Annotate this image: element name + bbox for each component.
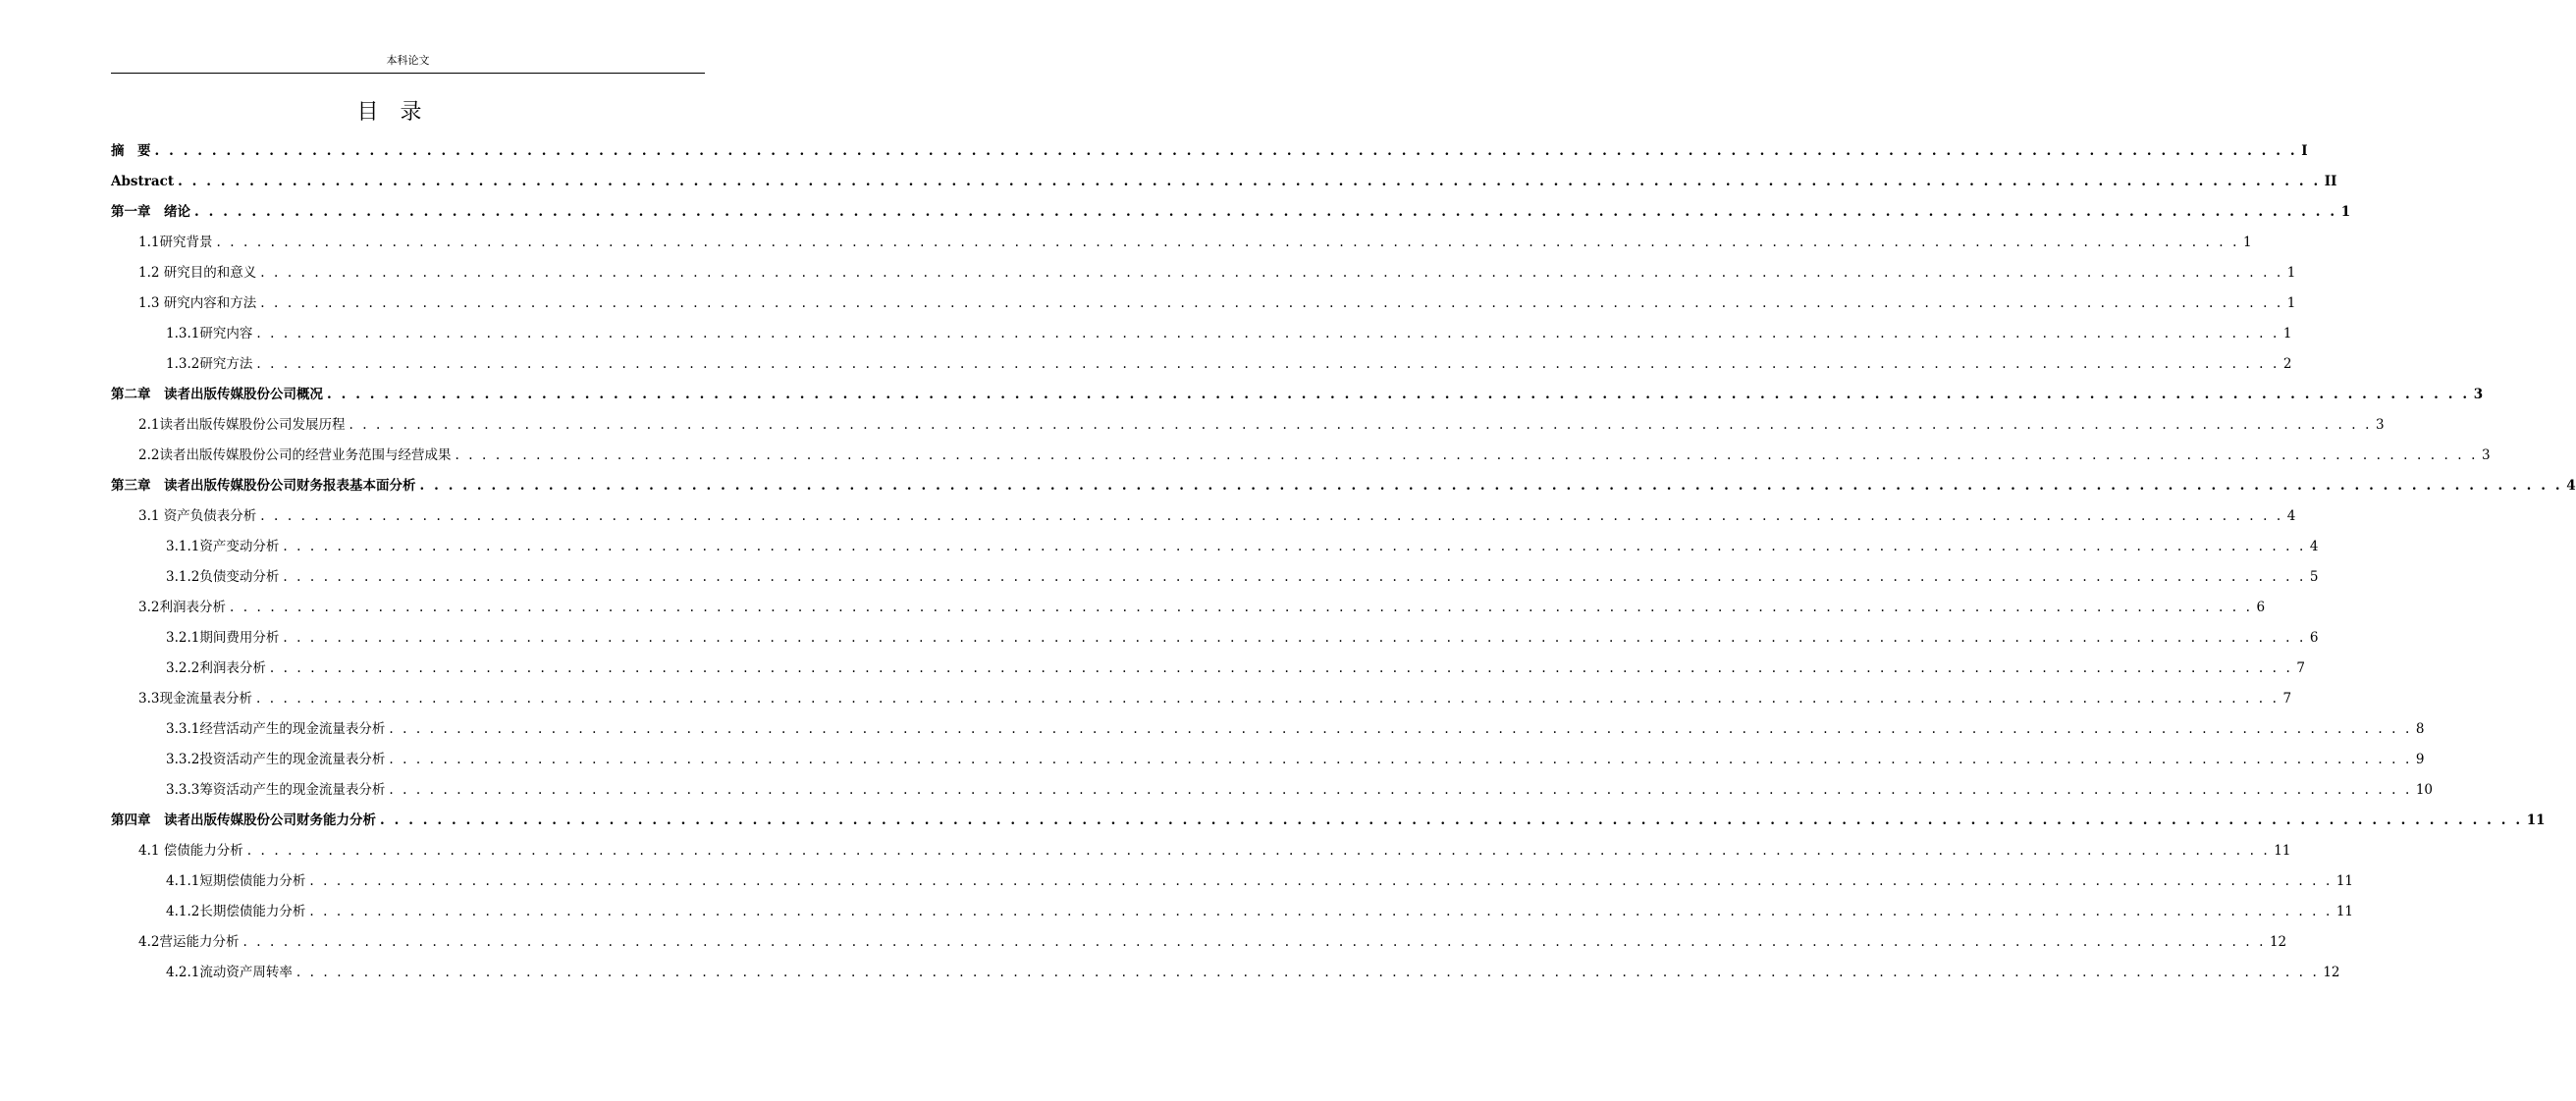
toc-entry-page: 2 bbox=[2282, 356, 2292, 372]
toc-entry-label: 1.3.1研究内容 bbox=[166, 326, 253, 341]
toc-entry[interactable] bbox=[111, 654, 2305, 684]
toc-leader-dots: . . . . . . . . . . . . . . . . . . . . . . . . . . . . . . . . . . . . . . . . . . . . . . . . . . . . . . . . . . . . . . . . . . . . . . . . . . . . . . . . . . . . . . . . . . . . . . . . . . . . . . . . . . . . . . . . . . . . . . . . . . . . . . . . . . . . . . . . . . . . . . . . . . . . . . bbox=[260, 295, 2283, 311]
toc-entry-page: 1 bbox=[2286, 265, 2296, 281]
toc-entry-page: 3 bbox=[2481, 447, 2491, 463]
toc-entry[interactable] bbox=[111, 593, 2266, 623]
toc-leader-dots: . . . . . . . . . . . . . . . . . . . . . . . . . . . . . . . . . . . . . . . . . . . . . . . . . . . . . . . . . . . . . . . . . . . . . . . . . . . . . . . . . . . . . . . . . . . . . . . . . . . . . . . . . . . . . . . . . . . . . . . . . . . . . . . . . . . . . . . . . . . . . . . . . . . . . . bbox=[242, 934, 2266, 950]
toc-entry[interactable] bbox=[111, 562, 2319, 593]
toc-entry-page: 1 bbox=[2286, 295, 2296, 311]
toc-entry-label: 1.3.2研究方法 bbox=[166, 356, 253, 372]
toc-entry[interactable] bbox=[111, 623, 2319, 654]
toc-entry-page: 11 bbox=[2335, 873, 2354, 889]
toc-entry-label: 3.1.1资产变动分析 bbox=[166, 539, 280, 554]
toc-entry-page: 7 bbox=[2282, 691, 2292, 707]
toc-leader-dots: . . . . . . . . . . . . . . . . . . . . . . . . . . . . . . . . . . . . . . . . . . . . . . . . . . . . . . . . . . . . . . . . . . . . . . . . . . . . . . . . . . . . . . . . . . . . . . . . . . . . . . . . . . . . . . . . . . . . . . . . . . . . . . . . . . . . . . . . . . . . . . . . . . . . . . bbox=[283, 630, 2306, 646]
toc-entry[interactable] bbox=[111, 228, 2252, 258]
toc-leader-dots: . . . . . . . . . . . . . . . . . . . . . . . . . . . . . . . . . . . . . . . . . . . . . . . . . . . . . . . . . . . . . . . . . . . . . . . . . . . . . . . . . . . . . . . . . . . . . . . . . . . . . . . . . . . . . . . . . . . . . . . . . . . . . . . . . . . . . . . . . . . . . . . . . . . . . . bbox=[349, 417, 2372, 433]
toc-entry[interactable] bbox=[111, 927, 2287, 958]
toc-entry-page: I bbox=[2301, 143, 2308, 159]
toc-entry-page: 12 bbox=[2323, 965, 2340, 980]
toc-entry[interactable] bbox=[111, 258, 2296, 288]
toc-entry[interactable] bbox=[111, 806, 2546, 836]
toc-leader-dots: . . . . . . . . . . . . . . . . . . . . . . . . . . . . . . . . . . . . . . . . . . . . . . . . . . . . . . . . . . . . . . . . . . . . . . . . . . . . . . . . . . . . . . . . . . . . . . . . . . . . . . . . . . . . . . . . . . . . . . . . . . . . . . . . . . . . . . . . . . . . . . . . . . . . . . bbox=[154, 143, 2298, 159]
toc-entry-page: 9 bbox=[2415, 752, 2425, 767]
toc-entry[interactable] bbox=[111, 897, 2354, 927]
toc-entry-label: 第三章 读者出版传媒股份公司财务报表基本面分析 bbox=[111, 478, 416, 494]
toc-entry-label: 4.1.1短期偿债能力分析 bbox=[166, 873, 306, 889]
page-title: 目录 bbox=[356, 100, 444, 125]
toc-entry-label: 3.1.2负债变动分析 bbox=[166, 569, 280, 585]
toc-leader-dots: . . . . . . . . . . . . . . . . . . . . . . . . . . . . . . . . . . . . . . . . . . . . . . . . . . . . . . . . . . . . . . . . . . . . . . . . . . . . . . . . . . . . . . . . . . . . . . . . . . . . . . . . . . . . . . . . . . . . . . . . . . . . . . . . . . . . . . . . . . . . . . . . . . . . . . bbox=[255, 691, 2280, 707]
toc-entry-page: 1 bbox=[2242, 235, 2252, 250]
toc-entry-label: 1.1研究背景 bbox=[138, 235, 213, 250]
toc-entry[interactable] bbox=[111, 471, 2576, 501]
toc-entry-label: 4.2.1流动资产周转率 bbox=[166, 965, 293, 980]
toc-entry[interactable] bbox=[111, 532, 2319, 562]
toc-leader-dots: . . . . . . . . . . . . . . . . . . . . . . . . . . . . . . . . . . . . . . . . . . . . . . . . . . . . . . . . . . . . . . . . . . . . . . . . . . . . . . . . . . . . . . . . . . . . . . . . . . . . . . . . . . . . . . . . . . . . . . . . . . . . . . . . . . . . . . . . . . . . . . . . . . . . . . bbox=[309, 873, 2333, 889]
toc-entry-label: Abstract bbox=[111, 174, 175, 189]
toc-entry[interactable] bbox=[111, 380, 2484, 410]
toc-entry[interactable] bbox=[111, 167, 2337, 197]
toc-entry-label: 摘 要 bbox=[111, 143, 151, 159]
toc-entry[interactable] bbox=[111, 836, 2291, 866]
toc-entry-label: 3.2.2利润表分析 bbox=[166, 660, 266, 676]
toc-entry-page: 11 bbox=[2335, 904, 2354, 919]
toc-entry-label: 1.2 研究目的和意义 bbox=[138, 265, 257, 281]
toc-leader-dots: . . . . . . . . . . . . . . . . . . . . . . . . . . . . . . . . . . . . . . . . . . . . . . . . . . . . . . . . . . . . . . . . . . . . . . . . . . . . . . . . . . . . . . . . . . . . . . . . . . . . . . . . . . . . . . . . . . . . . . . . . . . . . . . . . . . . . . . . . . . . . . . . . . . . . . bbox=[216, 235, 2239, 250]
toc-entry-page: 4 bbox=[2566, 478, 2576, 494]
toc-leader-dots: . . . . . . . . . . . . . . . . . . . . . . . . . . . . . . . . . . . . . . . . . . . . . . . . . . . . . . . . . . . . . . . . . . . . . . . . . . . . . . . . . . . . . . . . . . . . . . . . . . . . . . . . . . . . . . . . . . . . . . . . . . . . . . . . . . . . . . . . . . . . . . . . . . . . . . bbox=[260, 265, 2283, 281]
toc-entry-page: 1 bbox=[2282, 326, 2292, 341]
toc-leader-dots: . . . . . . . . . . . . . . . . . . . . . . . . . . . . . . . . . . . . . . . . . . . . . . . . . . . . . . . . . . . . . . . . . . . . . . . . . . . . . . . . . . . . . . . . . . . . . . . . . . . . . . . . . . . . . . . . . . . . . . . . . . . . . . . . . . . . . . . . . . . . . . . . . . . . . . bbox=[283, 569, 2306, 585]
toc-leader-dots: . . . . . . . . . . . . . . . . . . . . . . . . . . . . . . . . . . . . . . . . . . . . . . . . . . . . . . . . . . . . . . . . . . . . . . . . . . . . . . . . . . . . . . . . . . . . . . . . . . . . . . . . . . . . . . . . . . . . . . . . . . . . . . . . . . . . . . . . . . . . . . . . . . . . . . bbox=[269, 660, 2293, 676]
toc-entry-page: 12 bbox=[2269, 934, 2287, 950]
toc-entry-label: 3.3现金流量表分析 bbox=[138, 691, 252, 707]
toc-leader-dots: . . . . . . . . . . . . . . . . . . . . . . . . . . . . . . . . . . . . . . . . . . . . . . . . . . . . . . . . . . . . . . . . . . . . . . . . . . . . . . . . . . . . . . . . . . . . . . . . . . . . . . . . . . . . . . . . . . . . . . . . . . . . . . . . . . . . . . . . . . . . . . . . . . . . . . bbox=[246, 843, 2271, 859]
toc-entry-page: 11 bbox=[2526, 813, 2546, 828]
toc-entry-page: 10 bbox=[2415, 782, 2434, 798]
toc-entry-page: 8 bbox=[2415, 721, 2425, 737]
toc-leader-dots: . . . . . . . . . . . . . . . . . . . . . . . . . . . . . . . . . . . . . . . . . . . . . . . . . . . . . . . . . . . . . . . . . . . . . . . . . . . . . . . . . . . . . . . . . . . . . . . . . . . . . . . . . . . . . . . . . . . . . . . . . . . . . . . . . . . . . . . . . . . . . . . . . . . . . . bbox=[327, 387, 2470, 402]
toc-entry[interactable] bbox=[111, 958, 2340, 988]
toc-entry[interactable] bbox=[111, 714, 2425, 745]
toc-entry-page: 6 bbox=[2256, 600, 2266, 615]
toc-leader-dots: . . . . . . . . . . . . . . . . . . . . . . . . . . . . . . . . . . . . . . . . . . . . . . . . . . . . . . . . . . . . . . . . . . . . . . . . . . . . . . . . . . . . . . . . . . . . . . . . . . . . . . . . . . . . . . . . . . . . . . . . . . . . . . . . . . . . . . . . . . . . . . . . . . . . . . bbox=[256, 326, 2280, 341]
toc-entry[interactable] bbox=[111, 136, 2308, 167]
toc-leader-dots: . . . . . . . . . . . . . . . . . . . . . . . . . . . . . . . . . . . . . . . . . . . . . . . . . . . . . . . . . . . . . . . . . . . . . . . . . . . . . . . . . . . . . . . . . . . . . . . . . . . . . . . . . . . . . . . . . . . . . . . . . . . . . . . . . . . . . . . . . . . . . . . . . . . . . . bbox=[455, 447, 2478, 463]
toc-entry-label: 2.2读者出版传媒股份公司的经营业务范围与经营成果 bbox=[138, 447, 452, 463]
toc-entry[interactable] bbox=[111, 410, 2385, 441]
toc-leader-dots: . . . . . . . . . . . . . . . . . . . . . . . . . . . . . . . . . . . . . . . . . . . . . . . . . . . . . . . . . . . . . . . . . . . . . . . . . . . . . . . . . . . . . . . . . . . . . . . . . . . . . . . . . . . . . . . . . . . . . . . . . . . . . . . . . . . . . . . . . . . . . . . . . . . . . . bbox=[283, 539, 2306, 554]
toc-entry[interactable] bbox=[111, 197, 2351, 228]
toc-leader-dots: . . . . . . . . . . . . . . . . . . . . . . . . . . . . . . . . . . . . . . . . . . . . . . . . . . . . . . . . . . . . . . . . . . . . . . . . . . . . . . . . . . . . . . . . . . . . . . . . . . . . . . . . . . . . . . . . . . . . . . . . . . . . . . . . . . . . . . . . . . . . . . . . . . . . . . bbox=[295, 965, 2320, 980]
toc-entry-label: 3.2.1期间费用分析 bbox=[166, 630, 280, 646]
toc-leader-dots: . . . . . . . . . . . . . . . . . . . . . . . . . . . . . . . . . . . . . . . . . . . . . . . . . . . . . . . . . . . . . . . . . . . . . . . . . . . . . . . . . . . . . . . . . . . . . . . . . . . . . . . . . . . . . . . . . . . . . . . . . . . . . . . . . . . . . . . . . . . . . . . . . . . . . . bbox=[419, 478, 2563, 494]
toc-entry-label: 4.2营运能力分析 bbox=[138, 934, 240, 950]
toc-entry[interactable] bbox=[111, 349, 2292, 380]
toc-entry[interactable] bbox=[111, 319, 2292, 349]
toc-entry-page: 7 bbox=[2296, 660, 2305, 676]
toc-leader-dots: . . . . . . . . . . . . . . . . . . . . . . . . . . . . . . . . . . . . . . . . . . . . . . . . . . . . . . . . . . . . . . . . . . . . . . . . . . . . . . . . . . . . . . . . . . . . . . . . . . . . . . . . . . . . . . . . . . . . . . . . . . . . . . . . . . . . . . . . . . . . . . . . . . . . . . bbox=[309, 904, 2333, 919]
toc-leader-dots: . . . . . . . . . . . . . . . . . . . . . . . . . . . . . . . . . . . . . . . . . . . . . . . . . . . . . . . . . . . . . . . . . . . . . . . . . . . . . . . . . . . . . . . . . . . . . . . . . . . . . . . . . . . . . . . . . . . . . . . . . . . . . . . . . . . . . . . . . . . . . . . . . . . . . . bbox=[380, 813, 2523, 828]
toc-entry[interactable] bbox=[111, 501, 2296, 532]
toc-entry-label: 4.1.2长期偿债能力分析 bbox=[166, 904, 306, 919]
toc-leader-dots: . . . . . . . . . . . . . . . . . . . . . . . . . . . . . . . . . . . . . . . . . . . . . . . . . . . . . . . . . . . . . . . . . . . . . . . . . . . . . . . . . . . . . . . . . . . . . . . . . . . . . . . . . . . . . . . . . . . . . . . . . . . . . . . . . . . . . . . . . . . . . . . . . . . . . . bbox=[229, 600, 2253, 615]
toc-entry-page: 3 bbox=[2375, 417, 2385, 433]
toc-leader-dots: . . . . . . . . . . . . . . . . . . . . . . . . . . . . . . . . . . . . . . . . . . . . . . . . . . . . . . . . . . . . . . . . . . . . . . . . . . . . . . . . . . . . . . . . . . . . . . . . . . . . . . . . . . . . . . . . . . . . . . . . . . . . . . . . . . . . . . . . . . . . . . . . . . . . . . bbox=[194, 204, 2337, 220]
toc-entry[interactable] bbox=[111, 684, 2292, 714]
toc-entry[interactable] bbox=[111, 745, 2425, 775]
toc-entry-page: 1 bbox=[2340, 204, 2351, 220]
table-of-contents bbox=[111, 136, 2576, 988]
toc-entry-page: 4 bbox=[2286, 508, 2296, 524]
toc-entry[interactable] bbox=[111, 288, 2296, 319]
toc-leader-dots: . . . . . . . . . . . . . . . . . . . . . . . . . . . . . . . . . . . . . . . . . . . . . . . . . . . . . . . . . . . . . . . . . . . . . . . . . . . . . . . . . . . . . . . . . . . . . . . . . . . . . . . . . . . . . . . . . . . . . . . . . . . . . . . . . . . . . . . . . . . . . . . . . . . . . . bbox=[389, 782, 2412, 798]
toc-leader-dots: . . . . . . . . . . . . . . . . . . . . . . . . . . . . . . . . . . . . . . . . . . . . . . . . . . . . . . . . . . . . . . . . . . . . . . . . . . . . . . . . . . . . . . . . . . . . . . . . . . . . . . . . . . . . . . . . . . . . . . . . . . . . . . . . . . . . . . . . . . . . . . . . . . . . . . bbox=[389, 721, 2412, 737]
toc-leader-dots: . . . . . . . . . . . . . . . . . . . . . . . . . . . . . . . . . . . . . . . . . . . . . . . . . . . . . . . . . . . . . . . . . . . . . . . . . . . . . . . . . . . . . . . . . . . . . . . . . . . . . . . . . . . . . . . . . . . . . . . . . . . . . . . . . . . . . . . . . . . . . . . . . . . . . . bbox=[256, 356, 2280, 372]
toc-entry-label: 1.3 研究内容和方法 bbox=[138, 295, 257, 311]
toc-entry-label: 3.2利润表分析 bbox=[138, 600, 226, 615]
toc-leader-dots: . . . . . . . . . . . . . . . . . . . . . . . . . . . . . . . . . . . . . . . . . . . . . . . . . . . . . . . . . . . . . . . . . . . . . . . . . . . . . . . . . . . . . . . . . . . . . . . . . . . . . . . . . . . . . . . . . . . . . . . . . . . . . . . . . . . . . . . . . . . . . . . . . . . . . . bbox=[260, 508, 2283, 524]
toc-entry-label: 4.1 偿债能力分析 bbox=[138, 843, 243, 859]
toc-entry-label: 3.1 资产负债表分析 bbox=[138, 508, 257, 524]
toc-entry-page: II bbox=[2324, 174, 2337, 189]
toc-entry-page: 5 bbox=[2309, 569, 2319, 585]
toc-entry-page: 6 bbox=[2309, 630, 2319, 646]
toc-entry[interactable] bbox=[111, 866, 2354, 897]
toc-entry-label: 第一章 绪论 bbox=[111, 204, 190, 220]
toc-entry[interactable] bbox=[111, 775, 2434, 806]
page-header: 本科论文 bbox=[111, 53, 705, 74]
toc-entry-label: 第二章 读者出版传媒股份公司概况 bbox=[111, 387, 323, 402]
toc-entry[interactable] bbox=[111, 441, 2491, 471]
toc-leader-dots: . . . . . . . . . . . . . . . . . . . . . . . . . . . . . . . . . . . . . . . . . . . . . . . . . . . . . . . . . . . . . . . . . . . . . . . . . . . . . . . . . . . . . . . . . . . . . . . . . . . . . . . . . . . . . . . . . . . . . . . . . . . . . . . . . . . . . . . . . . . . . . . . . . . . . . bbox=[389, 752, 2412, 767]
toc-entry-page: 3 bbox=[2473, 387, 2484, 402]
toc-entry-page: 11 bbox=[2274, 843, 2291, 859]
toc-entry-page: 4 bbox=[2309, 539, 2319, 554]
toc-entry-label: 3.3.3筹资活动产生的现金流量表分析 bbox=[166, 782, 386, 798]
toc-entry-label: 3.3.2投资活动产生的现金流量表分析 bbox=[166, 752, 386, 767]
toc-entry-label: 第四章 读者出版传媒股份公司财务能力分析 bbox=[111, 813, 376, 828]
toc-entry-label: 2.1读者出版传媒股份公司发展历程 bbox=[138, 417, 346, 433]
toc-leader-dots: . . . . . . . . . . . . . . . . . . . . . . . . . . . . . . . . . . . . . . . . . . . . . . . . . . . . . . . . . . . . . . . . . . . . . . . . . . . . . . . . . . . . . . . . . . . . . . . . . . . . . . . . . . . . . . . . . . . . . . . . . . . . . . . . . . . . . . . . . . . . . . . . . . . . . . bbox=[178, 174, 2321, 189]
toc-entry-label: 3.3.1经营活动产生的现金流量表分析 bbox=[166, 721, 386, 737]
